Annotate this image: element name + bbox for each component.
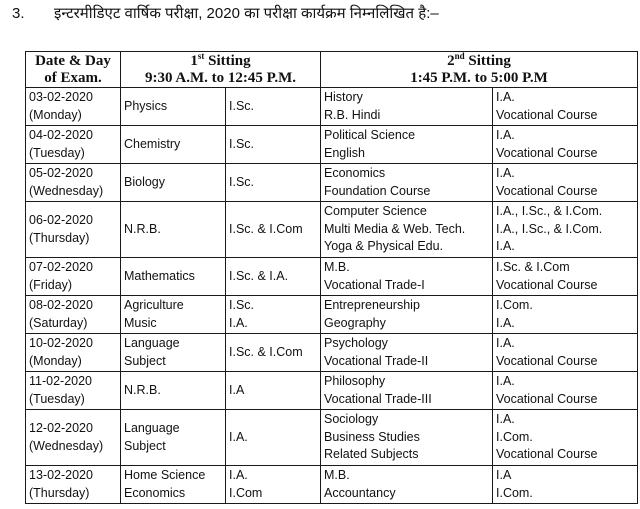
second-sitting-stream-cell: I.A., I.Sc., & I.Com. I.A., I.Sc., & I.Com. I.A. bbox=[493, 202, 638, 258]
date-day-cell: 03-02-2020 (Monday) bbox=[26, 88, 121, 126]
table-row bbox=[26, 334, 638, 372]
table-header-row bbox=[26, 52, 638, 88]
second-sitting-stream-cell: I.A. Vocational Course bbox=[493, 334, 638, 372]
first-sitting-subject-cell: N.R.B. bbox=[121, 202, 226, 258]
first-sitting-subject-cell: Biology bbox=[121, 164, 226, 202]
first-sitting-stream-cell: I.A. bbox=[226, 410, 321, 466]
second-sitting-stream-cell: I.Sc. & I.Com Vocational Course bbox=[493, 258, 638, 296]
first-sitting-stream-cell: I.Sc. & I.Com bbox=[226, 202, 321, 258]
first-sitting-stream-cell: I.Sc. I.A. bbox=[226, 296, 321, 334]
second-sitting-stream-cell: I.A I.Com. bbox=[493, 466, 638, 504]
date-day-cell: 06-02-2020 (Thursday) bbox=[26, 202, 121, 258]
first-sitting-subject-cell: Language Subject bbox=[121, 334, 226, 372]
table-row bbox=[26, 164, 638, 202]
date-day-cell: 05-02-2020 (Wednesday) bbox=[26, 164, 121, 202]
first-sitting-stream-cell: I.Sc. bbox=[226, 126, 321, 164]
first-sitting-subject-cell: Chemistry bbox=[121, 126, 226, 164]
date-day-cell: 10-02-2020 (Monday) bbox=[26, 334, 121, 372]
second-sitting-stream-cell: I.A. Vocational Course bbox=[493, 126, 638, 164]
second-sitting-subject-cell: Computer Science Multi Media & Web. Tech. Yoga & Physical Edu. bbox=[321, 202, 493, 258]
table-row bbox=[26, 202, 638, 258]
exam-schedule-table bbox=[25, 51, 638, 504]
date-day-cell: 08-02-2020 (Saturday) bbox=[26, 296, 121, 334]
first-sitting-stream-cell: I.A bbox=[226, 372, 321, 410]
first-sitting-stream-cell: I.Sc. bbox=[226, 164, 321, 202]
table-row bbox=[26, 88, 638, 126]
second-sitting-subject-cell: M.B. Accountancy bbox=[321, 466, 493, 504]
second-sitting-stream-cell: I.A. Vocational Course bbox=[493, 88, 638, 126]
first-sitting-subject-cell: Home Science Economics bbox=[121, 466, 226, 504]
section-title: इन्टरमीडिएट वार्षिक परीक्षा, 2020 का परीक्षा कार्यक्रम निम्नलिखित है:– bbox=[54, 5, 439, 22]
second-sitting-subject-cell: Sociology Business Studies Related Subjects bbox=[321, 410, 493, 466]
table-row bbox=[26, 372, 638, 410]
second-sitting-subject-cell: Psychology Vocational Trade-II bbox=[321, 334, 493, 372]
header-second-sitting: 2nd Sitting 1:45 P.M. to 5:00 P.M bbox=[321, 52, 638, 88]
second-sitting-stream-cell: I.A. I.Com. Vocational Course bbox=[493, 410, 638, 466]
first-sitting-subject-cell: Physics bbox=[121, 88, 226, 126]
second-sitting-subject-cell: Economics Foundation Course bbox=[321, 164, 493, 202]
date-day-cell: 07-02-2020 (Friday) bbox=[26, 258, 121, 296]
header-date-day: Date & Day of Exam. bbox=[26, 52, 121, 88]
table-row bbox=[26, 126, 638, 164]
first-sitting-stream-cell: I.Sc. & I.A. bbox=[226, 258, 321, 296]
table-row bbox=[26, 296, 638, 334]
second-sitting-stream-cell: I.A. Vocational Course bbox=[493, 164, 638, 202]
second-sitting-subject-cell: History R.B. Hindi bbox=[321, 88, 493, 126]
date-day-cell: 11-02-2020 (Tuesday) bbox=[26, 372, 121, 410]
section-heading bbox=[12, 3, 439, 23]
first-sitting-subject-cell: N.R.B. bbox=[121, 372, 226, 410]
second-sitting-subject-cell: M.B. Vocational Trade-I bbox=[321, 258, 493, 296]
section-number: 3. bbox=[12, 5, 25, 22]
second-sitting-subject-cell: Entrepreneurship Geography bbox=[321, 296, 493, 334]
header-first-sitting: 1st Sitting 9:30 A.M. to 12:45 P.M. bbox=[121, 52, 321, 88]
date-day-cell: 04-02-2020 (Tuesday) bbox=[26, 126, 121, 164]
first-sitting-stream-cell: I.Sc. & I.Com bbox=[226, 334, 321, 372]
second-sitting-subject-cell: Philosophy Vocational Trade-III bbox=[321, 372, 493, 410]
first-sitting-subject-cell: Language Subject bbox=[121, 410, 226, 466]
table-row bbox=[26, 466, 638, 504]
second-sitting-subject-cell: Political Science English bbox=[321, 126, 493, 164]
date-day-cell: 13-02-2020 (Thursday) bbox=[26, 466, 121, 504]
date-day-cell: 12-02-2020 (Wednesday) bbox=[26, 410, 121, 466]
first-sitting-stream-cell: I.A. I.Com bbox=[226, 466, 321, 504]
table-row bbox=[26, 258, 638, 296]
first-sitting-subject-cell: Agriculture Music bbox=[121, 296, 226, 334]
table-row bbox=[26, 410, 638, 466]
second-sitting-stream-cell: I.A. Vocational Course bbox=[493, 372, 638, 410]
first-sitting-subject-cell: Mathematics bbox=[121, 258, 226, 296]
second-sitting-stream-cell: I.Com. I.A. bbox=[493, 296, 638, 334]
first-sitting-stream-cell: I.Sc. bbox=[226, 88, 321, 126]
